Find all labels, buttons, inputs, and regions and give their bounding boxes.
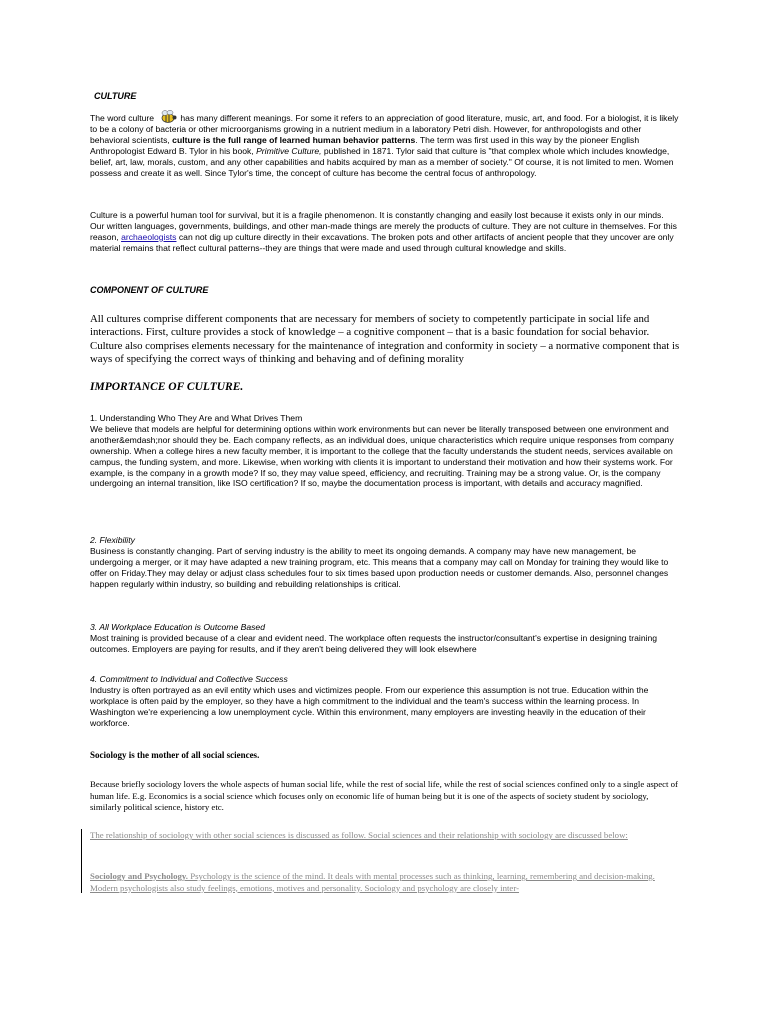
- sociology-heading: Sociology is the mother of all social sciences.: [90, 750, 260, 760]
- sociology-paragraph-2: The relationship of sociology with other social sciences is discussed as follow. Social sciences and their relationship with sociology are discussed below:: [90, 830, 628, 840]
- sociology-psychology-heading: Sociology and Psychology.: [90, 871, 189, 881]
- sociology-paragraph-3: [90, 871, 680, 894]
- culture-paragraph-2: [90, 210, 680, 254]
- culture-p1-tylor: . The term was first used in this way by the pioneer English Anthropologist Edward B. Tylor in his book,: [90, 134, 640, 156]
- importance-section-1: [90, 413, 680, 489]
- change-bar: [81, 829, 82, 893]
- sociology-paragraph-1: Because briefly sociology lovers the whole aspects of human social life, while the rest of social life, while the rest of social sciences confined only to a single aspect of human life. E.g. Economics is a social science which focuses only on economic life of human being but it is one of the aspects of society student by sociology, similarly political science, history etc.: [90, 779, 678, 813]
- importance-section-2: [90, 535, 680, 590]
- culture-p2-start: Culture is a powerful human tool for survival, but it is a fragile phenomenon. It is constantly changing and easily lost because it exists only in our minds. Our written languages, governments, buildings, and other man-made things are merely the products of culture. They are not culture in themselves. For this reason,: [90, 210, 677, 242]
- importance-section-4: [90, 674, 680, 729]
- section-3-text: Most training is provided because of a clear and evident need. The workplace often requests the instructor/consultant's expertise in designing training outcomes. Employers are paying for results, and if they aren't being delivered they will look elsewhere: [90, 632, 658, 654]
- section-3-title: 3. All Workplace Education is Outcome Based: [90, 622, 265, 632]
- importance-section-3: [90, 622, 680, 655]
- culture-heading: CULTURE: [94, 91, 137, 101]
- culture-p1-mid: has many different meanings. For some it refers to an appreciation of good literature, music, art, and food. For a biologist, it is likely to be a colony of bacteria or other microorganisms growing in a nutrient medium in a laboratory Petri dish. However, for anthropologists and other behavioral scientists,: [90, 113, 679, 145]
- section-1-title: 1. Understanding Who They Are and What Drives Them: [90, 413, 303, 423]
- culture-p1-end: published in 1871. Tylor said that culture is "that complex whole which includes knowledge, belief, art, law, morals, custom, and any other capabilities and habits acquired by man as a member of society." Of course, it is not limited to men. Women possess and create it as well. Since Tylor's time, the concept of culture has become the central focus of anthropology.: [90, 145, 674, 178]
- section-2-text: Business is constantly changing. Part of serving industry is the ability to meet its ongoing demands. A company may have new management, be undergoing a merger, or it may have adapted a new training program, etc. This means that a company may call on Monday for training they would like to offer on Friday.They may delay or adjust class schedules four to six times based upon production needs or customer demands. Also, personnel changes happen regularly within industry, so building and rebuilding relationships is critical.: [90, 545, 669, 589]
- archaeologists-link[interactable]: archaeologists: [121, 231, 177, 242]
- section-4-text: Industry is often portrayed as an evil entity which uses and victimizes people. From our experience this assumption is not true. Education within the workplace is often paid by the employer, so they have a high commitment to the individual and the team's success within the learning process. In Washington we're experiencing a low unemployment cycle. Within this environment, many employers are investing heavily in the education of their workforce.: [90, 684, 649, 728]
- sociology-psychology-text: Psychology is the science of the mind. It deals with mental processes such as thinking, learning, remembering and decision-making. Modern psychologists also study feelings, emotions, motives and personality. Sociology and psychology are closely inter-: [90, 871, 655, 893]
- component-heading: COMPONENT OF CULTURE: [90, 285, 209, 295]
- culture-p2-end: can not dig up culture directly in their excavations. The broken pots and other artifacts of ancient people that they uncover are only material remains that reflect cultural patterns--they are things that were made and used through cultural knowledge and skills.: [90, 231, 674, 253]
- section-1-text: We believe that models are helpful for determining options within work environments but can never be literally transposed between one environment and another&emdash;nor should they be. Each company reflects, as an individual does, unique characteristics which require unique responses from company ownership. When a college hires a new faculty member, it is important to the college that the faculty understands the student needs, services available on campus, the funding system, and more. Likewise, when working with clients it is important to understand their motivation and how their systems work. For example, is the company in a growth mode? If so, they may value speed, efficiency, and recruiting. Training may be a strong value. Or, is the company undergoing an internal transition, like ISO certification? If so, maybe the documentation process is important, with details and accuracy magnified.: [90, 423, 674, 489]
- bee-clipart-icon: [157, 110, 179, 124]
- section-2-title: 2. Flexibility: [90, 535, 135, 545]
- section-4-title: 4. Commitment to Individual and Collective Success: [90, 674, 288, 684]
- culture-paragraph-1: [90, 110, 680, 179]
- component-paragraph: All cultures comprise different components that are necessary for members of society to competently participate in social life and interactions. First, culture provides a stock of knowledge – a cognitive component – that is a basic foundation for social behavior. Culture also comprises elements necessary for the maintenance of integration and conformity in society – a normative component that is ways of specifying the correct ways of thinking and behaving and of defining morality: [90, 313, 680, 365]
- culture-definition: culture is the full range of learned human behavior patterns: [172, 134, 416, 145]
- culture-p1-start: The word culture: [90, 113, 157, 123]
- book-title: Primitive Culture,: [256, 145, 322, 156]
- importance-heading: IMPORTANCE OF CULTURE.: [90, 381, 244, 393]
